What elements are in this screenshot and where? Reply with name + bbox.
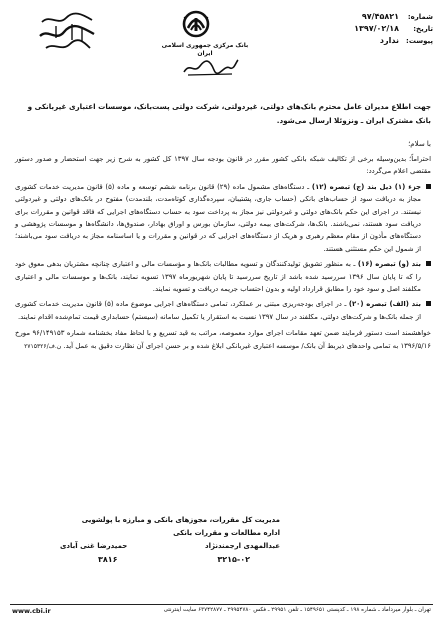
date-label: تاریخ: bbox=[413, 25, 433, 33]
department-line-2: اداره مطالعات و مقررات بانکی bbox=[173, 529, 280, 537]
clause-2 bbox=[15, 258, 431, 295]
signatory-codes bbox=[60, 553, 280, 567]
letter-body bbox=[15, 153, 431, 353]
closing-reference: ۲۷۱۵۳۲۶/ن.ف bbox=[24, 342, 62, 350]
intro-paragraph: احتراماً؛ بدین‌وسیله برخی از تکالیف شبکه بانکی کشور مقرر در قانون بودجه سال ۱۳۹۷ کل کشور به شرح زیر جهت استحضار و صدور دستور مقتضی اعلام می‌گردد: bbox=[15, 155, 431, 176]
department-line-1: مدیریت کل مقررات، مجوزهای بانکی و مبارزه با پولشویی bbox=[81, 516, 280, 524]
attachment-label: پیوست: bbox=[406, 37, 433, 45]
bullet-square-icon bbox=[426, 184, 431, 189]
date-value: ۱۳۹۷/۰۲/۱۸ bbox=[354, 24, 399, 33]
signatory-names bbox=[60, 540, 280, 553]
footer-address: تهران ـ بلوار میرداماد ـ شماره ۱۹۸ ـ کدپستی ۱۵۴۹۶۵۱ ـ تلفن ۲۹۹۵۱ ـ فکس ۲۹۹۵۴۷۸۰ ـ ۶۳۷۴۲۸۷۷ سایت اینترنتی bbox=[163, 607, 431, 613]
attachment-value: ندارد bbox=[379, 36, 399, 45]
clause-2-text: ـ به منظور تشویق تولیدکنندگان و تسویه مطالبات بانک‌ها و مؤسسات مالی و اعتباری چنانچه مشتریان بدهی معوق خود را که تا پایان سال ۱۳۹۶ سررسید شده باشد از تاریخ سررسید تا پایان شهریورماه ۱۳۹۷ تسویه نمایند، بانک‌ها و موسسات مالی و اعتباری مکلفند اصل و سود خود را مطابق قرارداد اولیه و بدون احتساب جریمه دریافت و تسویه نمایند. bbox=[15, 260, 421, 294]
central-bank-logo-icon bbox=[178, 8, 214, 40]
signatory-1-code: ۳۲۱۵-۰۲ bbox=[217, 555, 250, 564]
bank-name-line1: بانک مرکزی جمهوری اسلامی ایران bbox=[161, 42, 249, 57]
meta-date bbox=[349, 24, 433, 36]
meta-number bbox=[349, 12, 433, 24]
letter-meta bbox=[349, 12, 433, 48]
signatory-1-name: عبدالمهدی ارجمندنژاد bbox=[205, 542, 280, 550]
letter-subject: جهت اطلاع مدیران عامل محترم بانک‌های دولتی، غیردولتی، شرکت دولتی پست‌بانک، موسسات اعتباری غیربانکی و بانک مشترک ایران ـ ونزوئلا ارسال می‌شود. bbox=[27, 102, 431, 125]
clause-3-text: ـ در اجرای بودجه‌ریزی مبتنی بر عملکرد، تمامی دستگاه‌های اجرایی موضوع ماده (۵) قانون مدیریت خدمات کشوری از جمله بانک‌ها و شرکت‌های دولتی، مکلفند در سال ۱۳۹۷ نسبت به استقرار یا تکمیل سامانه (سیستم) حسابداری قیمت تمام‌شده اقدام نمایند. bbox=[15, 300, 421, 321]
closing-paragraph bbox=[15, 327, 431, 353]
meta-attachment bbox=[349, 36, 433, 48]
clause-3-heading: بند (الف) تبصره (۲۰) bbox=[348, 300, 421, 309]
bullet-square-icon bbox=[426, 261, 431, 266]
number-value: ۹۷/۴۵۸۲۱ bbox=[361, 12, 399, 21]
iranian-goods-emblem-icon bbox=[36, 12, 98, 56]
number-label: شماره: bbox=[407, 13, 433, 21]
clause-1 bbox=[15, 181, 431, 255]
clause-1-heading: جزء (۱) ذیل بند (ج) تبصره (۱۲) bbox=[311, 182, 421, 191]
signatory-2-name: حمیدرضا غنی آبادی bbox=[60, 542, 128, 550]
signatory-2-code: ۳۸۱۶ bbox=[98, 555, 118, 564]
footer-website-link[interactable]: www.cbi.ir bbox=[12, 607, 51, 615]
salutation: با سلام؛ bbox=[408, 140, 431, 148]
handwritten-signature-icon bbox=[180, 56, 240, 78]
letter-footer bbox=[12, 607, 431, 615]
footer-divider bbox=[10, 604, 433, 605]
closing-text: خواهشمند است دستور فرمایند ضمن تعهد مقامات اجرای موارد معموصه، مراتب به قید تسریع و با لحاظ مفاد بخشنامه شماره ۹۶/۱۴۹۱۵۳ مورخ ۱۳۹۶/۵/۱۶ به تمامی واحدهای ذیربط آن بانک/ موسسه اعتباری غیربانکی ابلاغ شده و بر حسن اجرای آن نظارت دقیق به عمل آید. bbox=[15, 329, 431, 350]
bullet-square-icon bbox=[426, 301, 431, 306]
signature-block bbox=[60, 514, 280, 567]
clause-2-heading: بند (و) تبصره (۱۶) bbox=[357, 260, 421, 269]
clause-3 bbox=[15, 298, 431, 323]
clause-1-text: ـ دستگاه‌های مشمول ماده (۲۹) قانون برنامه ششم توسعه و ماده (۵) قانون مدیریت خدمات کشوری مجاز به دریافت سود از حساب‌های بانکی (حساب جاری، پشتیبان، سپرده‌گذاری کوتاه‌مدت، بلندمدت) مفتوح در بانک‌های دولتی و غیردولتی نیستند. در اجرای این حکم بانک‌های دولتی و غیردولتی نیز مجاز به پرداخت سود به حساب دستگاه‌های اجرایی که فاقد قوانین و مقررات برای دریافت سود هستند، نمی‌باشند. بانک‌ها، شرکت‌های بیمه دولتی، سازمان بورس و اوراق بهادار، صندوق‌ها، دانشگاه‌ها و موسسات پژوهشی و دستگاه‌های مأذون از مقام معظم رهبری و هریک از دستگاه‌های اجرایی که در قوانین و مقررات و یا اساسنامه مجاز به دریافت سود می‌باشند؛ از شمول این حکم مستثنی هستند. bbox=[15, 182, 421, 253]
